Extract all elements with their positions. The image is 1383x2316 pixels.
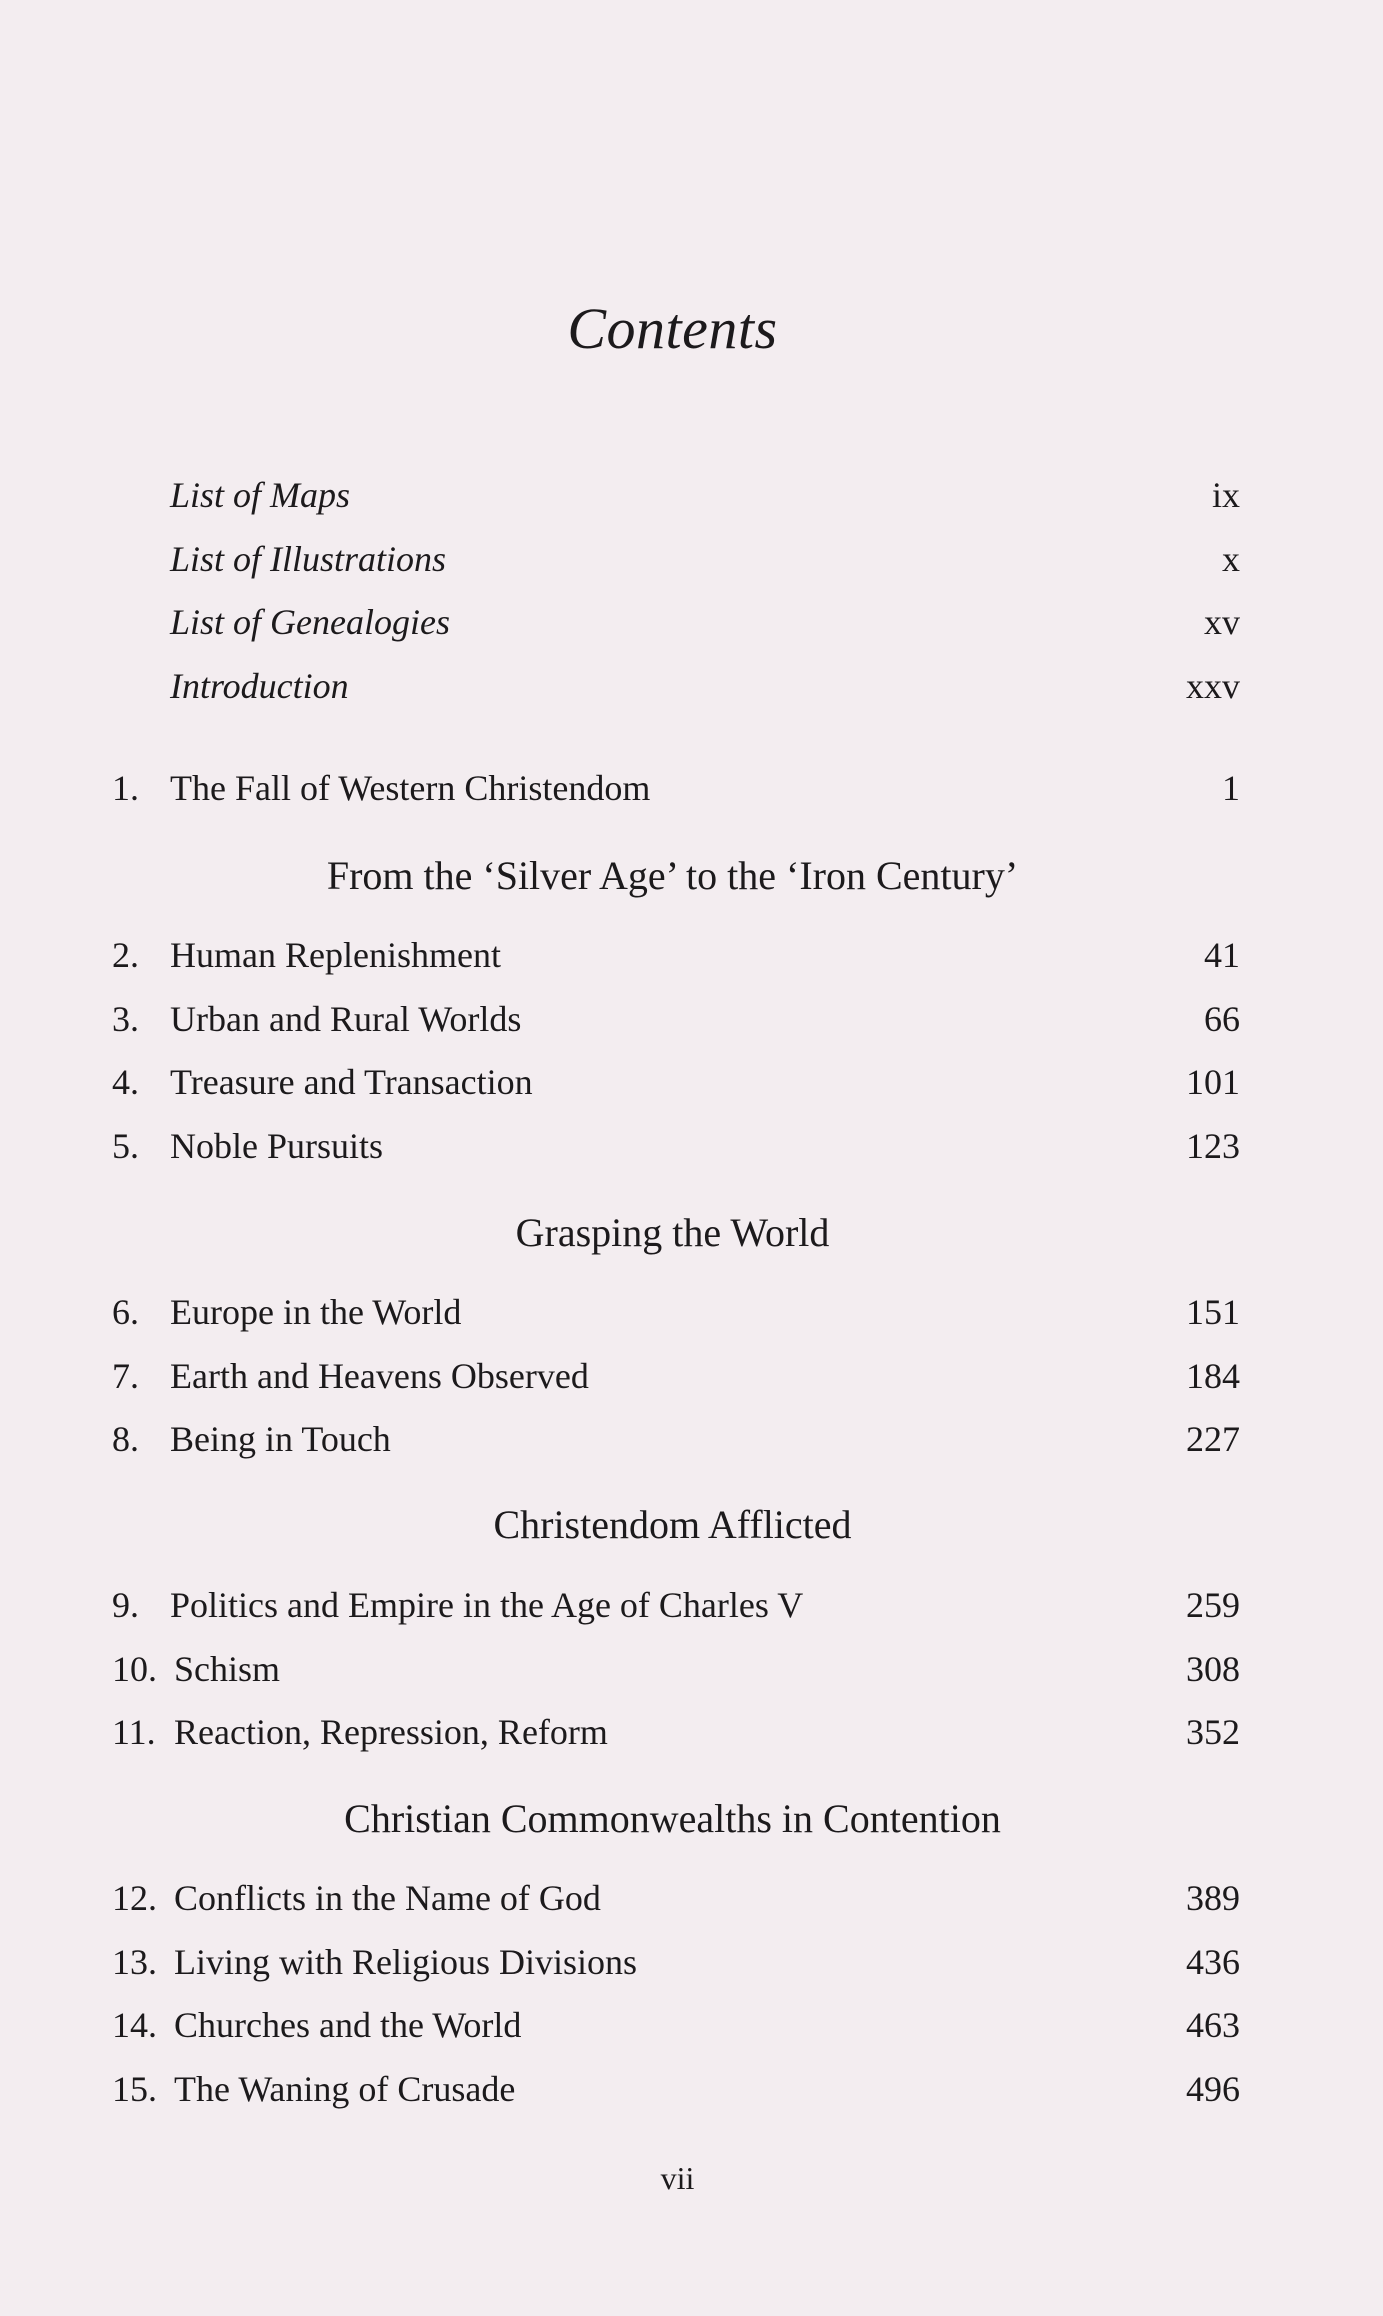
toc-entry	[112, 470, 1240, 520]
toc-entry-page: 352	[1186, 1712, 1240, 1752]
toc-entry	[112, 930, 1240, 980]
toc-entry-label: Conflicts in the Name of God	[174, 1878, 601, 1918]
toc-entry	[112, 1580, 1240, 1630]
toc-entry	[112, 661, 1240, 711]
toc-entry-page: 389	[1186, 1878, 1240, 1918]
toc-entry-number: 7.	[112, 1356, 139, 1396]
toc-entry-page: xxv	[1186, 666, 1240, 706]
toc-entry-page: 184	[1186, 1356, 1240, 1396]
page-title: Contents	[567, 296, 778, 361]
toc-entry-label: Urban and Rural Worlds	[170, 999, 522, 1039]
toc-entry-number: 8.	[112, 1419, 139, 1459]
toc-entry-number: 4.	[112, 1062, 139, 1102]
toc-entry-page: 496	[1186, 2069, 1240, 2109]
toc-entry-label: Living with Religious Divisions	[174, 1942, 638, 1982]
toc-entry	[112, 994, 1240, 1044]
toc-entry-page: 123	[1186, 1126, 1240, 1166]
toc-entry-label: Human Replenishment	[170, 935, 501, 975]
toc-entry	[112, 2000, 1240, 2050]
toc-entry-number: 3.	[112, 999, 139, 1039]
toc-entry-label: Noble Pursuits	[170, 1126, 384, 1166]
toc-entry-number: 9.	[112, 1585, 139, 1625]
toc-entry-page: 227	[1186, 1419, 1240, 1459]
toc-entry-label: Politics and Empire in the Age of Charles V	[170, 1585, 804, 1625]
toc-entry-label: List of Genealogies	[170, 602, 450, 642]
toc-entry-label: Introduction	[170, 666, 349, 706]
toc-entry-label: Being in Touch	[170, 1419, 391, 1459]
toc-entry-page: 41	[1204, 935, 1240, 975]
toc-entry	[112, 763, 1240, 813]
part-heading: Grasping the World	[515, 1210, 830, 1255]
toc-entry-label: List of Illustrations	[170, 539, 447, 579]
toc-entry-page: 101	[1186, 1062, 1240, 1102]
toc-entry-page: xv	[1204, 602, 1240, 642]
page-folio: vii	[660, 2160, 695, 2196]
toc-entry	[112, 1937, 1240, 1987]
toc-entry-number: 15.	[112, 2069, 157, 2109]
toc-entry-page: x	[1222, 539, 1240, 579]
toc-entry-number: 12.	[112, 1878, 157, 1918]
toc-entry-page: 151	[1186, 1292, 1240, 1332]
toc-entry-number: 13.	[112, 1942, 157, 1982]
toc-entry	[112, 1057, 1240, 1107]
toc-entry-page: 1	[1222, 768, 1240, 808]
toc-entry-number: 1.	[112, 768, 139, 808]
toc-entry-label: Reaction, Repression, Reform	[174, 1712, 608, 1752]
toc-entry-number: 11.	[112, 1712, 156, 1752]
toc-entry-page: 436	[1186, 1942, 1240, 1982]
toc-entry-number: 2.	[112, 935, 139, 975]
toc-entry-label: Schism	[174, 1649, 281, 1689]
toc-entry-page: 308	[1186, 1649, 1240, 1689]
toc-entry	[112, 534, 1240, 584]
toc-entry-number: 5.	[112, 1126, 139, 1166]
toc-entry-number: 6.	[112, 1292, 139, 1332]
part-heading: From the ‘Silver Age’ to the ‘Iron Century’	[326, 853, 1019, 898]
toc-entry-number: 14.	[112, 2005, 157, 2045]
toc-entry	[112, 1644, 1240, 1694]
toc-entry	[112, 1121, 1240, 1171]
toc-entry	[112, 1287, 1240, 1337]
toc-entry-label: Europe in the World	[170, 1292, 462, 1332]
toc-entry-label: Earth and Heavens Observed	[170, 1356, 589, 1396]
toc-entry-label: The Fall of Western Christendom	[170, 768, 651, 808]
toc-entry-page: 259	[1186, 1585, 1240, 1625]
toc-entry	[112, 1351, 1240, 1401]
toc-entry-label: Churches and the World	[174, 2005, 522, 2045]
toc-entry-page: ix	[1211, 475, 1240, 515]
toc-entry	[112, 2064, 1240, 2114]
part-heading: Christendom Afflicted	[493, 1502, 852, 1547]
toc-entry-page: 66	[1204, 999, 1240, 1039]
toc-entry	[112, 1414, 1240, 1464]
toc-entry-label: List of Maps	[170, 475, 351, 515]
toc-entry-label: Treasure and Transaction	[170, 1062, 533, 1102]
toc-entry-page: 463	[1186, 2005, 1240, 2045]
toc-entry	[112, 1707, 1240, 1757]
toc-entry	[112, 597, 1240, 647]
toc-entry	[112, 1873, 1240, 1923]
part-heading: Christian Commonwealths in Contention	[344, 1796, 1001, 1841]
toc-entry-label: The Waning of Crusade	[174, 2069, 516, 2109]
toc-entry-number: 10.	[112, 1649, 157, 1689]
